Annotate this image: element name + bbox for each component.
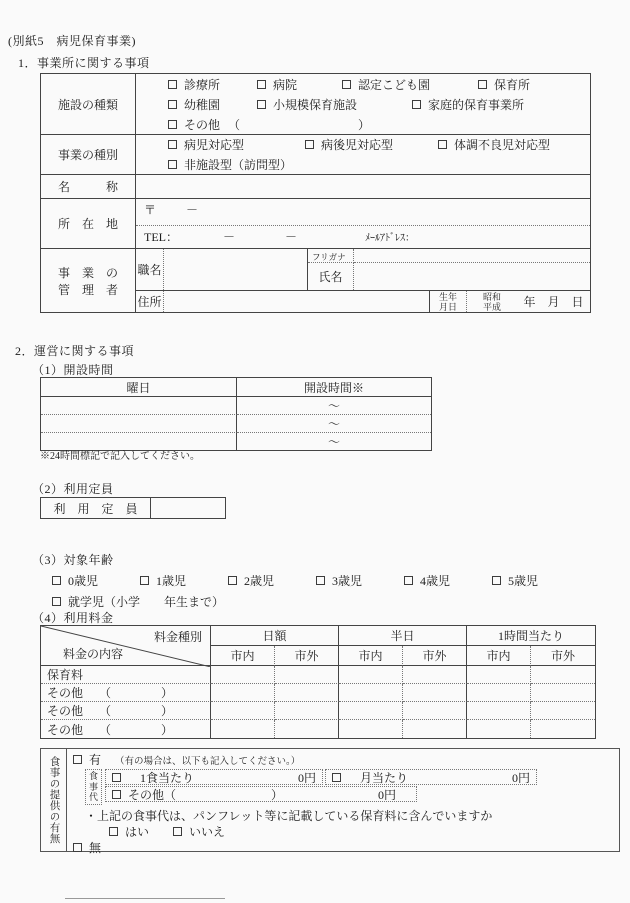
hours-heading: （1）開設時間 <box>32 363 114 377</box>
paren-close: ） <box>161 722 174 737</box>
option-school-age[interactable] <box>52 593 224 610</box>
meal-fee-row2 <box>105 785 537 802</box>
fee-input-cell[interactable] <box>403 684 467 702</box>
fee-input-cell[interactable] <box>403 666 467 684</box>
page-title: (別紙5 病児保育事業) <box>8 34 136 48</box>
facility-options-line3 <box>136 114 590 134</box>
checkbox-icon[interactable] <box>404 576 413 585</box>
option-label: いいえ <box>189 824 226 839</box>
col-header-day: 曜日 <box>41 378 237 397</box>
fee-group-halfday: 半日 <box>339 626 467 646</box>
manager-top-subrow <box>136 249 590 290</box>
age-heading: （3）対象年齢 <box>32 553 114 567</box>
option-label: 小規模保育施設 <box>273 97 358 112</box>
option-label: 病後児対応型 <box>321 138 394 153</box>
opening-hours-table <box>40 377 432 451</box>
option-label: 4歳児 <box>420 573 451 588</box>
option-included-yes[interactable] <box>109 823 149 840</box>
next-page-table-edge <box>65 898 225 899</box>
fee-row-label: その他 <box>47 704 84 718</box>
subcol-outside: 市外 <box>403 646 467 666</box>
fee-input-cell[interactable] <box>211 702 275 720</box>
tel-line[interactable] <box>136 226 590 247</box>
option-kindergarten[interactable] <box>168 96 257 113</box>
checkbox-icon[interactable] <box>257 80 266 89</box>
fee-row-label: 保育料 <box>47 668 84 682</box>
option-label: 体調不良児対応型 <box>454 138 551 153</box>
corner-bottom-label: 料金の内容 <box>63 647 124 661</box>
fee-row-other <box>41 720 595 738</box>
checkbox-icon[interactable] <box>173 827 182 836</box>
option-age-4[interactable] <box>404 572 492 589</box>
era-label <box>467 291 517 312</box>
meals-yesno-line <box>109 824 613 839</box>
hours-note: ※24時間標記で記入してください。 <box>40 451 200 462</box>
postal-dash: － <box>186 203 199 217</box>
option-label: 病児対応型 <box>184 138 245 153</box>
facility-options-line1 <box>136 74 590 94</box>
meal-fee-block <box>85 769 613 805</box>
checkbox-icon[interactable] <box>168 100 177 109</box>
fee-input-cell[interactable] <box>467 684 531 702</box>
option-label: 1歳児 <box>156 573 187 588</box>
mail-label: ﾒｰﾙｱﾄﾞﾚｽ： <box>365 233 416 244</box>
checkbox-icon[interactable] <box>438 140 447 149</box>
postal-mark: 〒 <box>144 203 157 217</box>
meal-other-amount: 0円 <box>378 787 397 802</box>
checkbox-icon[interactable] <box>109 827 118 836</box>
age-options-line1 <box>52 570 538 590</box>
fee-row-label: その他 <box>47 686 84 700</box>
option-clinic[interactable] <box>168 76 257 93</box>
meals-has-note: （有の場合は、以下も記入してください。） <box>115 756 301 767</box>
fee-input-cell[interactable] <box>211 666 275 684</box>
fee-row-other <box>41 702 595 720</box>
manager-address-input-area[interactable] <box>164 291 430 312</box>
age-options-line2 <box>52 591 224 611</box>
option-label: 認定こども園 <box>358 77 431 92</box>
capacity-label: 利 用 定 員 <box>41 498 151 518</box>
date-units: 年 月 日 <box>523 295 584 309</box>
office-table <box>40 73 591 313</box>
subcol-outside: 市外 <box>531 646 595 666</box>
option-label: はい <box>125 824 150 839</box>
option-meals-none[interactable] <box>73 839 101 856</box>
fee-input-cell[interactable] <box>275 702 339 720</box>
fee-input-cell[interactable] <box>531 702 595 720</box>
per-meal-box <box>105 769 323 785</box>
option-label: 0歳児 <box>68 573 99 588</box>
option-label: 無 <box>89 840 102 855</box>
option-home-care[interactable] <box>412 96 524 113</box>
meals-side-label <box>41 749 67 851</box>
checkbox-icon[interactable] <box>412 100 421 109</box>
business-type-options <box>136 135 590 174</box>
name-furigana-grid <box>308 249 590 290</box>
option-label: 家庭的保育事業所 <box>428 97 525 112</box>
fee-row-childcare <box>41 666 595 684</box>
capacity-table <box>40 497 226 519</box>
option-label: 月当たり <box>360 770 409 785</box>
paren-close: ） <box>161 686 174 700</box>
checkbox-icon[interactable] <box>73 843 82 852</box>
option-label: 病院 <box>273 77 298 92</box>
fee-input-cell[interactable] <box>275 666 339 684</box>
meals-content <box>67 749 619 855</box>
option-label: 1食当たり <box>140 770 195 785</box>
hours-row <box>41 415 431 433</box>
per-meal-amount: 0円 <box>297 770 316 785</box>
fee-input-cell[interactable] <box>403 720 467 738</box>
fee-input-cell[interactable] <box>339 666 403 684</box>
option-label: 有 <box>89 753 102 767</box>
corner-top-label: 料金種別 <box>153 630 202 644</box>
fee-input-cell[interactable] <box>531 684 595 702</box>
business-options-line2 <box>136 155 590 175</box>
option-label: 3歳児 <box>332 573 363 588</box>
business-type-row <box>41 134 590 174</box>
fee-input-cell[interactable] <box>339 702 403 720</box>
fee-input-cell[interactable] <box>403 702 467 720</box>
checkbox-icon[interactable] <box>168 160 177 169</box>
option-label: 幼稚園 <box>184 97 221 112</box>
manager-address-label: 住所 <box>136 291 164 312</box>
fee-row-label: その他 <box>47 722 84 737</box>
subcol-city: 市内 <box>339 646 403 666</box>
subcol-city: 市内 <box>467 646 531 666</box>
option-per-month[interactable] <box>332 769 408 786</box>
option-included-no[interactable] <box>173 823 225 840</box>
tel-dash: － <box>285 230 298 244</box>
fees-heading: （4）利用料金 <box>32 611 114 625</box>
option-unwell-child[interactable] <box>438 136 550 153</box>
fee-input-cell[interactable] <box>467 666 531 684</box>
fee-input-cell[interactable] <box>275 684 339 702</box>
checkbox-icon[interactable] <box>168 120 177 129</box>
option-meals-yes[interactable] <box>73 751 101 768</box>
era-heisei: 平成 <box>482 301 501 312</box>
manager-bottom-subrow <box>136 290 590 312</box>
option-meal-other[interactable] <box>112 786 176 803</box>
tel-dash: － <box>223 230 236 244</box>
meals-section <box>40 748 620 855</box>
day-input-cell[interactable] <box>41 397 237 415</box>
business-type-label: 事業の種別 <box>41 135 136 174</box>
day-input-cell[interactable] <box>41 415 237 433</box>
checkbox-icon[interactable] <box>52 597 61 606</box>
checkbox-icon[interactable] <box>112 773 121 782</box>
paren-close: ） <box>358 117 371 132</box>
col-header-time: 開設時間※ <box>237 378 431 397</box>
manager-label <box>41 249 136 312</box>
meals-side-label-text: 食事の提供の有無 <box>48 756 60 844</box>
fee-row-other <box>41 684 595 702</box>
fee-input-cell[interactable] <box>211 720 275 738</box>
capacity-input-area[interactable] <box>151 498 225 518</box>
checkbox-icon[interactable] <box>228 576 237 585</box>
paren-open: （ <box>99 704 112 718</box>
name-input-area[interactable] <box>136 175 590 198</box>
fee-input-cell[interactable] <box>211 684 275 702</box>
paren-close: ） <box>161 704 174 718</box>
section1-heading: 1．事業所に関する事項 <box>18 56 150 70</box>
checkbox-icon[interactable] <box>112 790 121 799</box>
section2-heading: 2．運営に関する事項 <box>15 344 135 358</box>
per-month-amount: 0円 <box>511 770 530 785</box>
fee-input-cell[interactable] <box>275 720 339 738</box>
option-per-meal[interactable] <box>112 769 194 786</box>
time-input-cell[interactable]: ～ <box>237 397 431 415</box>
manager-label-line2: 管 理 者 <box>57 282 118 297</box>
option-age-2[interactable] <box>228 572 316 589</box>
birthdate-label <box>430 291 467 312</box>
option-label: 非施設型（訪問型） <box>184 157 293 172</box>
checkbox-icon[interactable] <box>73 755 82 764</box>
address-label: 所 在 地 <box>41 199 136 248</box>
meals-question: ・上記の食事代は、パンフレット等に記載している保育料に含んでいますか <box>85 808 493 823</box>
checkbox-icon[interactable] <box>52 576 61 585</box>
meal-fee-label: 食事代 <box>85 769 102 805</box>
paren-open: （ <box>99 686 112 700</box>
option-age-1[interactable] <box>140 572 228 589</box>
fee-input-cell[interactable] <box>467 720 531 738</box>
option-sick-child[interactable] <box>168 136 305 153</box>
manager-row <box>41 248 590 312</box>
per-month-box <box>325 769 537 785</box>
option-label: 5歳児 <box>508 573 539 588</box>
furigana-label: フリガナ <box>308 249 354 263</box>
checkbox-icon[interactable] <box>342 80 351 89</box>
fee-group-daily: 日額 <box>211 626 339 646</box>
meals-has-line <box>73 752 613 767</box>
paren-open: （ <box>228 117 241 132</box>
option-hospital[interactable] <box>257 76 342 93</box>
fee-input-cell[interactable] <box>339 684 403 702</box>
job-title-input-area[interactable] <box>164 249 308 290</box>
time-input-cell[interactable]: ～ <box>327 435 340 449</box>
address-input-area <box>136 199 590 248</box>
facility-type-options <box>136 74 590 134</box>
checkbox-icon[interactable] <box>492 576 501 585</box>
birthdate-label-line2: 月日 <box>438 301 457 312</box>
birthdate-label-line1: 生年 <box>438 291 457 302</box>
hours-row <box>41 397 431 415</box>
furigana-input-area[interactable] <box>354 249 590 263</box>
option-certified-kodomoen[interactable] <box>342 76 478 93</box>
checkbox-icon[interactable] <box>168 80 177 89</box>
checkbox-icon[interactable] <box>316 576 325 585</box>
era-showa: 昭和 <box>482 291 501 302</box>
job-title-label: 職名 <box>136 249 164 290</box>
postal-line[interactable] <box>136 199 590 226</box>
checkbox-icon[interactable] <box>332 773 341 782</box>
paren-open: （ <box>99 722 112 737</box>
meal-fee-rows <box>105 769 537 805</box>
facility-options-line2 <box>136 94 590 114</box>
fee-input-cell[interactable] <box>531 666 595 684</box>
fees-corner-cell <box>41 626 211 666</box>
name-row <box>41 174 590 198</box>
meal-fee-row1 <box>105 769 537 785</box>
subcol-city: 市内 <box>211 646 275 666</box>
option-post-sick-child[interactable] <box>305 136 438 153</box>
meals-none-line <box>73 840 613 855</box>
option-label: その他（ <box>128 787 177 802</box>
checkbox-icon[interactable] <box>168 140 177 149</box>
subcol-outside: 市外 <box>275 646 339 666</box>
option-age-3[interactable] <box>316 572 404 589</box>
fee-input-cell[interactable] <box>467 702 531 720</box>
option-facility-other[interactable] <box>168 116 370 133</box>
checkbox-icon[interactable] <box>140 576 149 585</box>
option-non-facility[interactable] <box>168 156 292 173</box>
facility-type-row <box>41 74 590 134</box>
checkbox-icon[interactable] <box>478 80 487 89</box>
business-options-line1 <box>136 135 590 155</box>
checkbox-icon[interactable] <box>257 100 266 109</box>
manager-name-label: 氏名 <box>308 263 354 290</box>
option-label: 就学児（小学 年生まで） <box>68 594 225 609</box>
option-label: 2歳児 <box>244 573 275 588</box>
capacity-heading: （2）利用定員 <box>32 482 114 496</box>
option-hoikusho[interactable] <box>478 76 530 93</box>
fee-input-cell[interactable] <box>531 720 595 738</box>
tel-label: TEL： <box>144 230 178 244</box>
facility-type-label: 施設の種類 <box>41 74 136 134</box>
option-label: その他 <box>184 117 221 132</box>
fee-input-cell[interactable] <box>339 720 403 738</box>
paren-close: ） <box>271 787 284 802</box>
option-age-0[interactable] <box>52 572 140 589</box>
option-age-5[interactable] <box>492 572 538 589</box>
fee-group-hourly: 1時間当たり <box>467 626 595 646</box>
manager-fields <box>136 249 590 312</box>
option-label: 診療所 <box>184 77 221 92</box>
option-small-scale[interactable] <box>257 96 412 113</box>
time-input-cell[interactable]: ～ <box>237 415 431 433</box>
checkbox-icon[interactable] <box>305 140 314 149</box>
meal-other-box <box>105 786 417 802</box>
manager-name-input-area[interactable] <box>354 263 590 290</box>
fees-table <box>40 625 596 739</box>
option-label: 保育所 <box>494 77 531 92</box>
name-label: 名 称 <box>41 175 136 198</box>
address-row <box>41 198 590 248</box>
manager-label-line1: 事 業 の <box>57 265 118 280</box>
